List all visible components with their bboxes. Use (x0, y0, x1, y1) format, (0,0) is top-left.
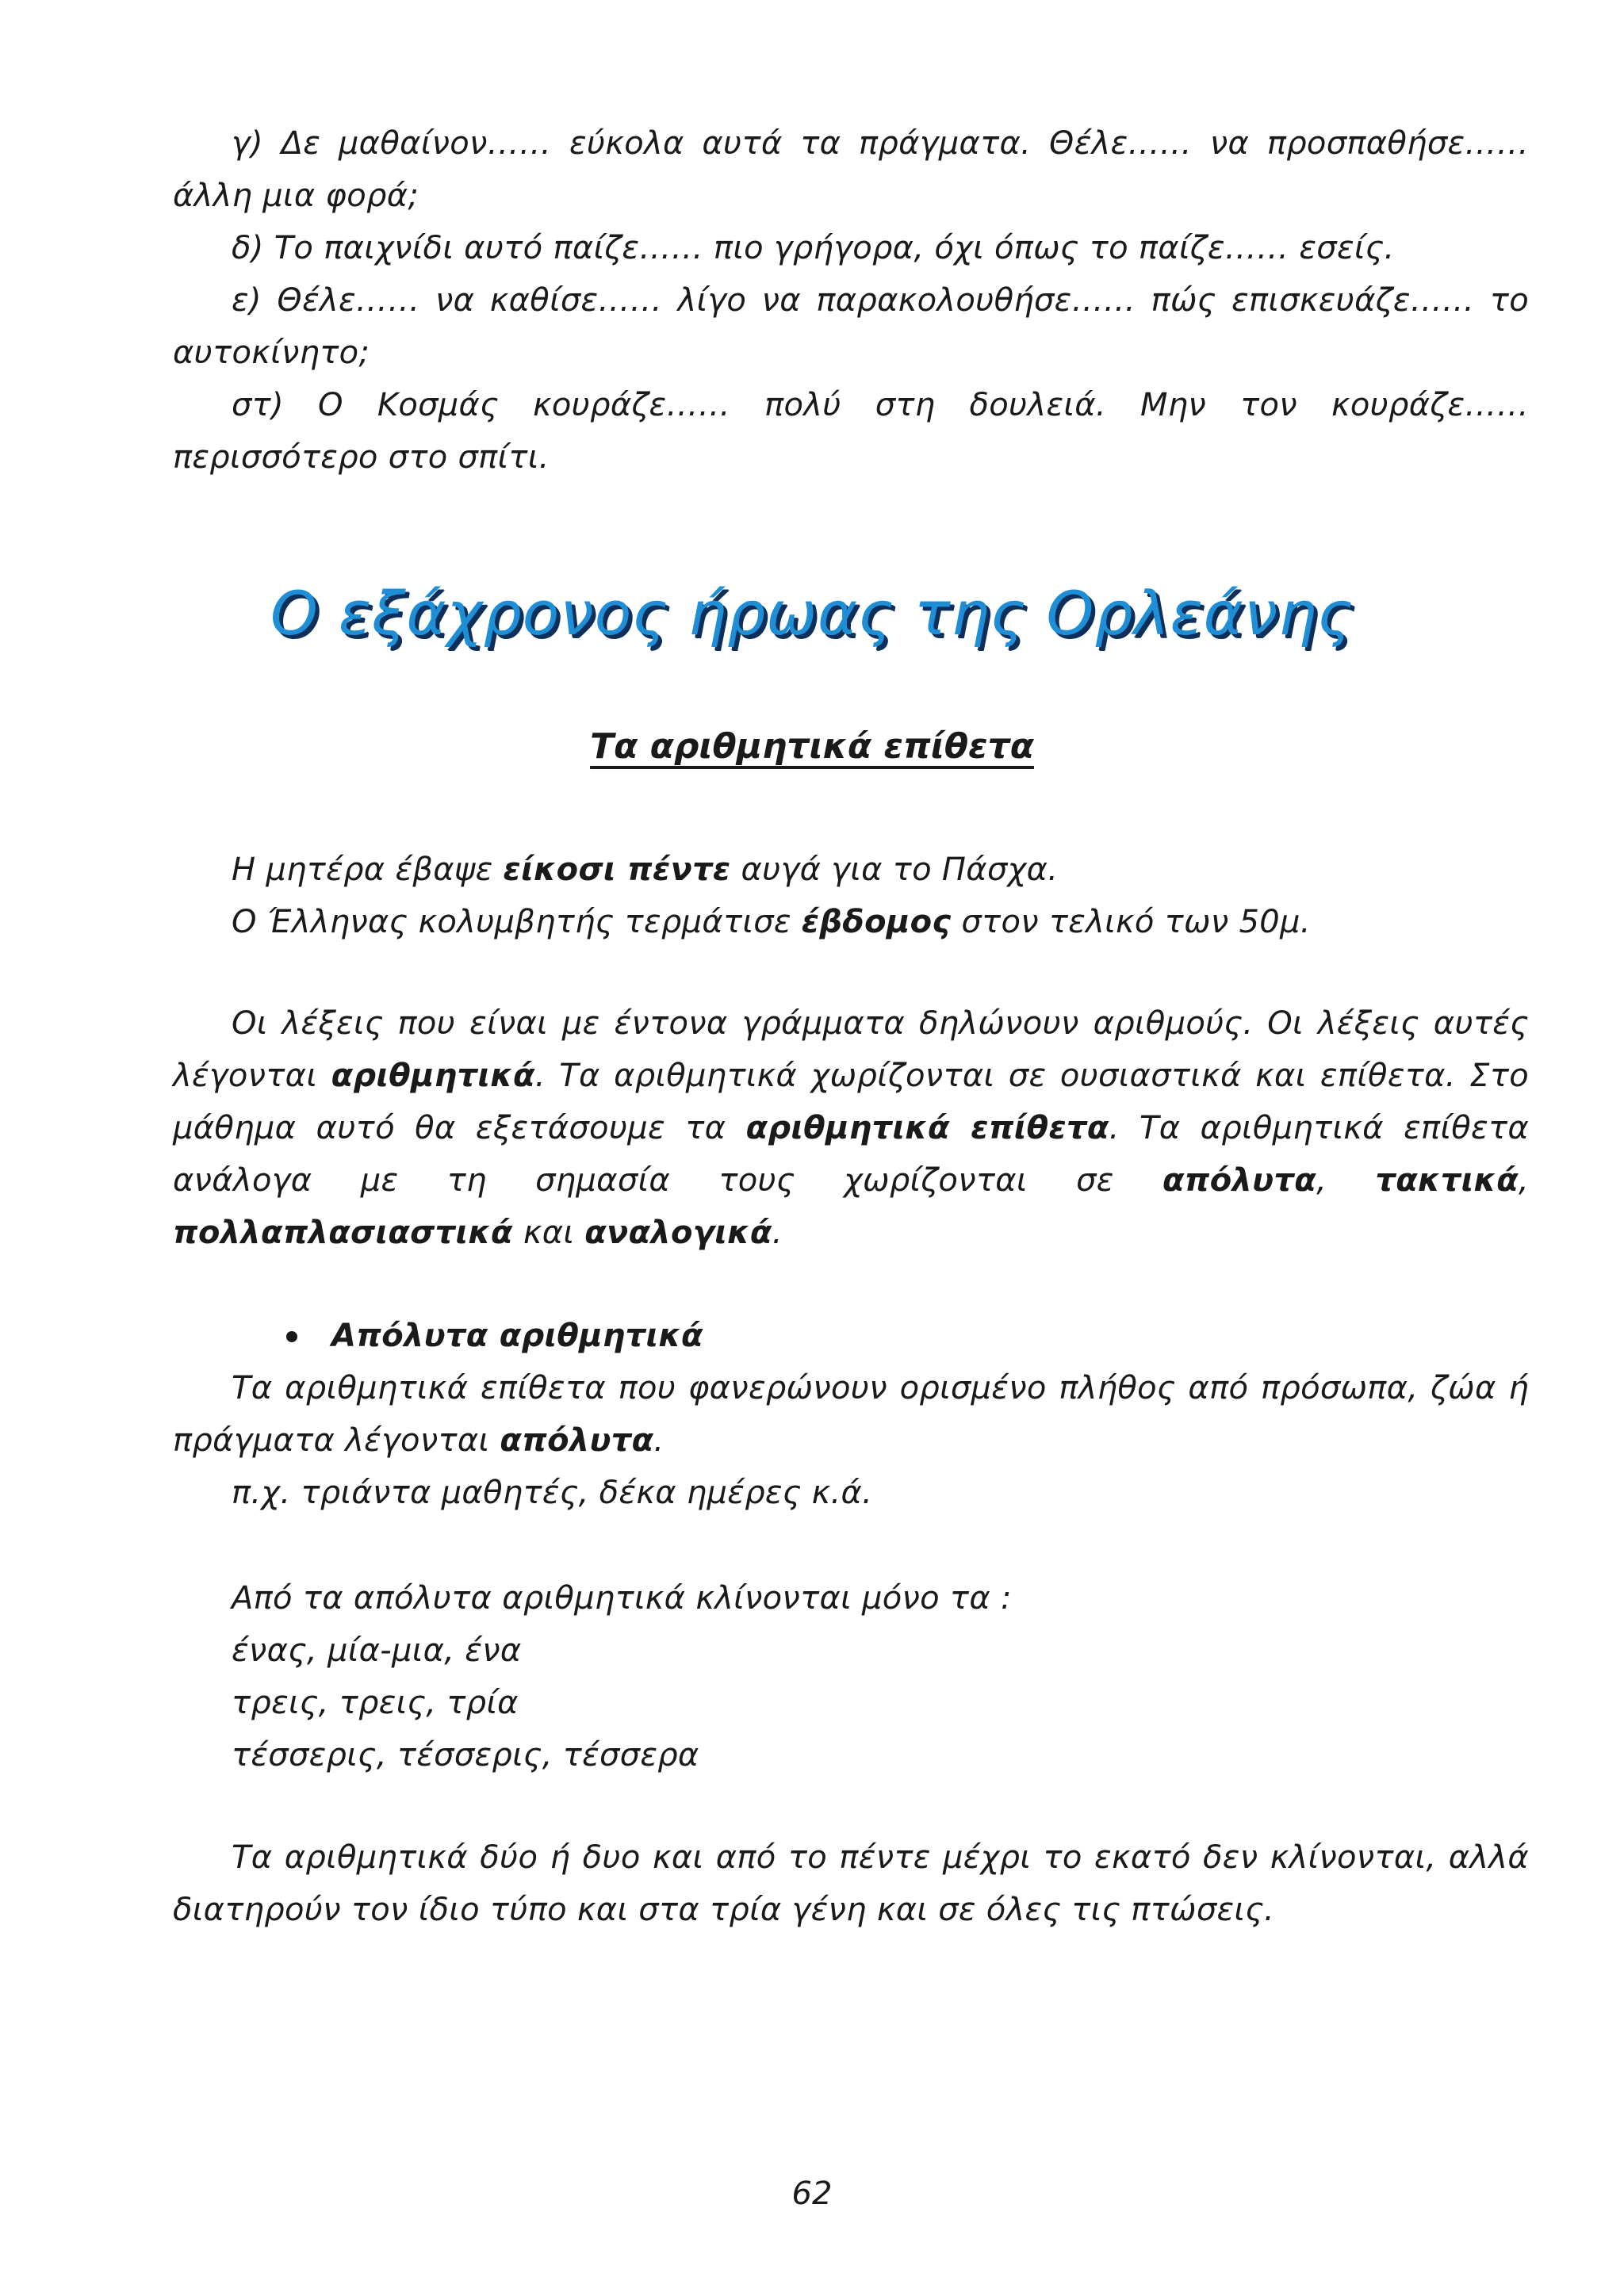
absolute-numerals-section (173, 1310, 1529, 1519)
page-number: 62 (791, 2175, 833, 2212)
declinable-intro: Από τα απόλυτα αριθμητικά κλίνονται μόνο τα : (232, 1580, 1012, 1617)
exercise-item-st: στ) Ο Κοσμάς κουράζε…… πολύ στη δουλειά. Μην τον κουράζε…… περισσότερο στο σπίτι. (173, 387, 1529, 476)
intro-bold-2: αριθμητικά επίθετα (745, 1110, 1109, 1146)
example-1-post: αυγά για το Πάσχα. (730, 851, 1059, 888)
example-sentence-1 (173, 844, 1529, 896)
example-sentence-2 (173, 896, 1529, 948)
intro-bold-1: αριθμητικά (331, 1058, 535, 1094)
declinable-form-3: τρεις, τρεις, τρία (232, 1685, 519, 1721)
intro-bold-5: πολλαπλασιαστικά (173, 1215, 513, 1251)
exercise-item-g: γ) Δε μαθαίνον…… εύκολα αυτά τα πράγματα. Θέλε…… να προσπαθήσε…… άλλη μια φορά; (173, 125, 1529, 214)
intro-bold-6: αναλογικά (584, 1215, 772, 1251)
example-2-bold: έβδομος (801, 904, 952, 940)
intro-paragraph (173, 997, 1529, 1259)
intro-text-5: , (1518, 1162, 1529, 1199)
declinable-form-1: ένας, μία-μια, ένα (232, 1632, 522, 1669)
intro-text-2: . Τα αριθμητικά χωρίζονται σε ουσιαστικά και επίθετα. Στο μάθημα αυτό θα εξετάσουμε τα (173, 1058, 1529, 1146)
intro-text-7: . (772, 1215, 783, 1251)
absolute-def-bold: απόλυτα (500, 1422, 654, 1459)
indeclinable-paragraph: Τα αριθμητικά δύο ή δυο και από το πέντε μέχρι το εκατό δεν κλίνονται, αλλά διατηρούν τον ίδιο τύπο και στα τρία γένη και σε όλες τις πτώσεις. (173, 1839, 1529, 1928)
page-title: Ο εξάχρονος ήρωας της Ορλεάνης (270, 578, 1354, 649)
example-1-pre: Η μητέρα έβαψε (232, 851, 504, 888)
example-2-pre: Ο Έλληνας κολυμβητής τερμάτισε (232, 904, 802, 940)
intro-text-6: και (512, 1215, 585, 1251)
example-2-post: στον τελικό των 50μ. (951, 904, 1311, 940)
bullet-dot-icon (286, 1331, 297, 1342)
absolute-definition (173, 1362, 1529, 1467)
declinable-form-4: τέσσερις, τέσσερις, τέσσερα (232, 1737, 699, 1774)
declinable-numerals (173, 1572, 1529, 1781)
intro-paragraph-block (173, 997, 1529, 1259)
exercise-list (173, 117, 1529, 484)
intro-text-4: , (1316, 1162, 1376, 1199)
example-1-bold: είκοσι πέντε (503, 851, 731, 888)
bullet-heading (173, 1310, 1529, 1362)
intro-bold-4: τακτικά (1375, 1162, 1519, 1199)
example-sentences (173, 844, 1529, 948)
bullet-heading-text: Απόλυτα αριθμητικά (331, 1318, 703, 1354)
absolute-example: π.χ. τριάντα μαθητές, δέκα ημέρες κ.ά. (232, 1475, 873, 1511)
indeclinable-numerals (173, 1831, 1529, 1936)
section-subtitle: Τα αριθμητικά επίθετα (590, 726, 1034, 767)
exercise-item-e: ε) Θέλε…… να καθίσε…… λίγο να παρακολουθήσε…… πώς επισκευάζε…… το αυτοκίνητο; (173, 282, 1529, 371)
intro-bold-3: απόλυτα (1162, 1162, 1317, 1199)
intro-text-1: Οι λέξεις που είναι με έντονα γράμματα δηλώνουν αριθμούς. Οι λέξεις αυτές λέγονται (173, 1005, 1529, 1094)
intro-text-3: . Τα αριθμητικά επίθετα ανάλογα με τη σημασία τους χωρίζονται σε (173, 1110, 1529, 1199)
exercise-item-d: δ) Το παιχνίδι αυτό παίζε…… πιο γρήγορα, όχι όπως το παίζε…… εσείς. (232, 230, 1395, 266)
absolute-def-post: . (653, 1422, 665, 1459)
absolute-def-pre: Τα αριθμητικά επίθετα που φανερώνουν ορισμένο πλήθος από πρόσωπα, ζώα ή πράγματα λέγονται (173, 1370, 1529, 1459)
